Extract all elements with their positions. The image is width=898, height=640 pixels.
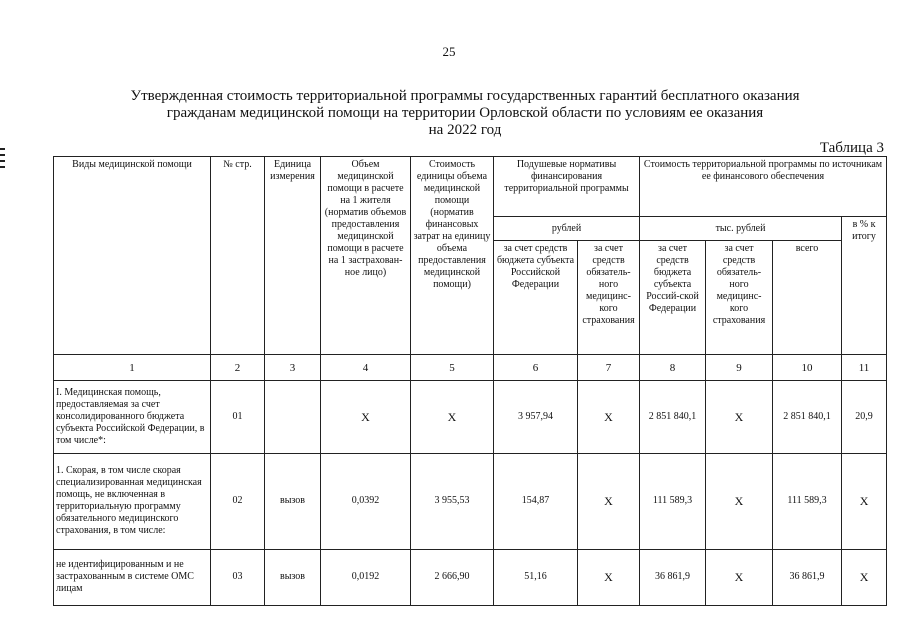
row-line-number: 02: [211, 453, 265, 549]
row-care-type: не идентифицированным и не застрахованным в системе ОМС лицам: [54, 549, 211, 605]
row-unit: [265, 381, 321, 453]
row-pc-oms: X: [578, 549, 640, 605]
title-line-3: на 2022 год: [428, 122, 502, 138]
row-cost-total: 111 589,3: [773, 453, 842, 549]
column-number: 4: [321, 355, 411, 381]
row-line-number: 03: [211, 549, 265, 605]
row-unit: вызов: [265, 453, 321, 549]
column-number: 5: [411, 355, 494, 381]
column-number: 3: [265, 355, 321, 381]
header-pc-oms: за счет средств обязатель-ного медицинс-кого страхования: [578, 241, 640, 355]
column-number: 2: [211, 355, 265, 381]
row-cost-total: 36 861,9: [773, 549, 842, 605]
row-volume: 0,0192: [321, 549, 411, 605]
header-unit-cost: Стоимость единицы объема медицинской помощи (норматив финансовых затрат на единицу объема предоставления медицинской помощи): [411, 157, 494, 355]
column-number: 8: [640, 355, 706, 381]
row-line-number: 01: [211, 381, 265, 453]
header-care-type: Виды медицинской помощи: [54, 157, 211, 355]
row-unit: вызов: [265, 549, 321, 605]
row-cost-budget: 2 851 840,1: [640, 381, 706, 453]
row-pc-budget: 3 957,94: [494, 381, 578, 453]
row-unit-cost: X: [411, 381, 494, 453]
title-line-2: гражданам медицинской помощи на территории Орловской области по условиям ее оказания: [166, 105, 764, 121]
column-number: 9: [706, 355, 773, 381]
table-label: Таблица 3: [819, 140, 884, 156]
column-number: 6: [494, 355, 578, 381]
row-volume: 0,0392: [321, 453, 411, 549]
header-line-number: № стр.: [211, 157, 265, 355]
row-pc-oms: X: [578, 453, 640, 549]
row-pc-oms: X: [578, 381, 640, 453]
header-cost-oms: за счет средств обязатель-ного медицинс-кого страхования: [706, 241, 773, 355]
row-cost-budget: 36 861,9: [640, 549, 706, 605]
row-pc-budget: 154,87: [494, 453, 578, 549]
header-percent-total: в % к итогу: [842, 217, 887, 355]
scan-edge-mark: [0, 148, 5, 188]
column-number-row: [54, 355, 887, 381]
row-percent: 20,9: [842, 381, 887, 453]
header-unit-rub: рублей: [494, 217, 640, 241]
row-percent: X: [842, 453, 887, 549]
row-volume: X: [321, 381, 411, 453]
row-unit-cost: 3 955,53: [411, 453, 494, 549]
header-cost-budget: за счет средств бюджета субъекта Россий-ской Федерации: [640, 241, 706, 355]
table-row: [54, 381, 887, 453]
column-number: 10: [773, 355, 842, 381]
header-cost-total: всего: [773, 241, 842, 355]
row-care-type: I. Медицинская помощь, предоставляемая за счет консолидированного бюджета субъекта Российской Федерации, в том числе*:: [54, 381, 211, 453]
header-unit: Единица измерения: [265, 157, 321, 355]
row-cost-total: 2 851 840,1: [773, 381, 842, 453]
row-cost-oms: X: [706, 381, 773, 453]
row-cost-budget: 111 589,3: [640, 453, 706, 549]
cost-table: [53, 156, 887, 606]
page-number: 25: [442, 44, 456, 59]
header-per-capita-group: Подушевые нормативы финансирования территориальной программы: [494, 157, 640, 217]
table-row: [54, 453, 887, 549]
row-unit-cost: 2 666,90: [411, 549, 494, 605]
table-row: [54, 549, 887, 605]
row-cost-oms: X: [706, 453, 773, 549]
header-volume: Объем медицинской помощи в расчете на 1 жителя (норматив объемов предоставления медицинской помощи в расчете на 1 застрахован-ное лицо): [321, 157, 411, 355]
header-pc-budget: за счет средств бюджета субъекта Российской Федерации: [494, 241, 578, 355]
title-line-1: Утвержденная стоимость территориальной программы государственных гарантий бесплатного оказания: [130, 88, 800, 104]
header-unit-thousand-rub: тыс. рублей: [640, 217, 842, 241]
column-number: 1: [54, 355, 211, 381]
row-pc-budget: 51,16: [494, 549, 578, 605]
row-care-type: 1. Скорая, в том числе скорая специализированная медицинская помощь, не включенная в территориальную программу обязательного медицинского страхования, в том числе:: [54, 453, 211, 549]
document-title: [60, 88, 870, 139]
column-number: 11: [842, 355, 887, 381]
header-cost-group: Стоимость территориальной программы по источникам ее финансового обеспечения: [640, 157, 887, 217]
row-cost-oms: X: [706, 549, 773, 605]
column-number: 7: [578, 355, 640, 381]
row-percent: X: [842, 549, 887, 605]
